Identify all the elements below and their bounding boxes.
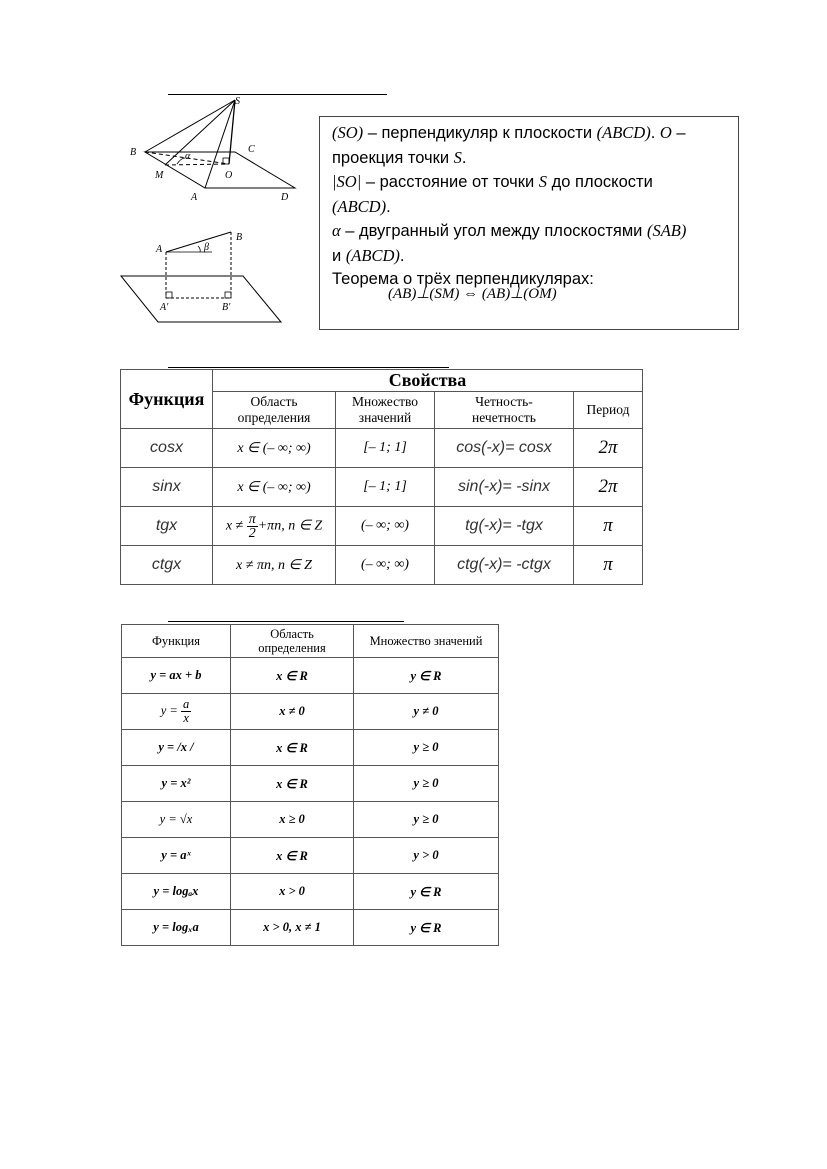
definition-line-3: |SO| – расстояние от точки S до плоскости xyxy=(332,172,653,191)
table-row: y = logₐx x > 0 y ∈ R xyxy=(122,874,499,910)
section-rule-3 xyxy=(168,621,404,622)
definition-line-2: проекция точки S. xyxy=(332,147,467,167)
definition-line-6: и (ABCD). xyxy=(332,245,405,265)
table-row: y = √x x ≥ 0 y ≥ 0 xyxy=(122,802,499,838)
label-alpha: α xyxy=(185,151,191,162)
trig-header-period: Период xyxy=(574,392,643,429)
label-a-prime: A' xyxy=(160,302,169,313)
label-s: S xyxy=(235,96,240,107)
table-row: y = /x / x ∈ R y ≥ 0 xyxy=(122,730,499,766)
func-header-domain: Область определения xyxy=(231,625,354,658)
theorem-formula: (AB)⊥(SM) ⇔ (AB)⊥(OM) xyxy=(388,286,557,302)
pyramid-figure xyxy=(125,92,300,207)
trig-header-parity: Четность- нечетность xyxy=(435,392,574,429)
label-d: D xyxy=(281,192,289,203)
trig-properties-table xyxy=(120,369,643,585)
definition-line-7: Теорема о трёх перпендикулярах: xyxy=(332,270,594,288)
table-row: tgx x ≠ $\frac{\pi}{2}$ +πn, n ∈ Z (– ∞; ∞) tg(-x)= -tgx π xyxy=(121,507,643,546)
label-a: A xyxy=(191,192,198,203)
section-rule-2 xyxy=(168,367,449,368)
definition-line-4: (ABCD). xyxy=(332,196,391,216)
table-row: y = aˣ x ∈ R y > 0 xyxy=(122,838,499,874)
table-row: y = ax + b x ∈ R y ∈ R xyxy=(122,658,499,694)
trig-header-properties: Свойства xyxy=(213,370,643,392)
table-row: y = $\frac{a}{x}$ x ≠ 0 y ≠ 0 xyxy=(122,694,499,730)
projection-figure xyxy=(118,228,286,326)
table-row: ctgx x ≠ πn, n ∈ Z (– ∞; ∞) ctg(-x)= -ctgx π xyxy=(121,546,643,585)
func-header-function: Функция xyxy=(122,625,231,658)
label-m: M xyxy=(155,170,164,181)
func-header-range: Множество значений xyxy=(354,625,499,658)
label-b: B xyxy=(130,147,137,158)
label-beta: β xyxy=(204,242,209,253)
table-row: sinx x ∈ (– ∞; ∞) [– 1; 1] sin(-x)= -sinx 2π xyxy=(121,468,643,507)
label-b2: B xyxy=(236,232,243,243)
label-b-prime: B' xyxy=(222,302,231,313)
table-row: y = logₓa x > 0, x ≠ 1 y ∈ R xyxy=(122,910,499,946)
table-row: y = x² x ∈ R y ≥ 0 xyxy=(122,766,499,802)
trig-header-range: Множество значений xyxy=(336,392,435,429)
functions-table xyxy=(121,624,499,946)
trig-header-domain: Область определения xyxy=(213,392,336,429)
definition-line-1: (SO) – перпендикуляр к плоскости (ABCD). O – xyxy=(332,123,686,142)
definition-line-5: α – двугранный угол между плоскостями (SAB) xyxy=(332,221,687,240)
label-a2: A xyxy=(156,244,163,255)
label-o: O xyxy=(225,170,233,181)
label-c: C xyxy=(248,144,255,155)
trig-header-function: Функция xyxy=(121,370,213,429)
table-row: cosx x ∈ (– ∞; ∞) [– 1; 1] cos(-x)= cosx 2π xyxy=(121,429,643,468)
